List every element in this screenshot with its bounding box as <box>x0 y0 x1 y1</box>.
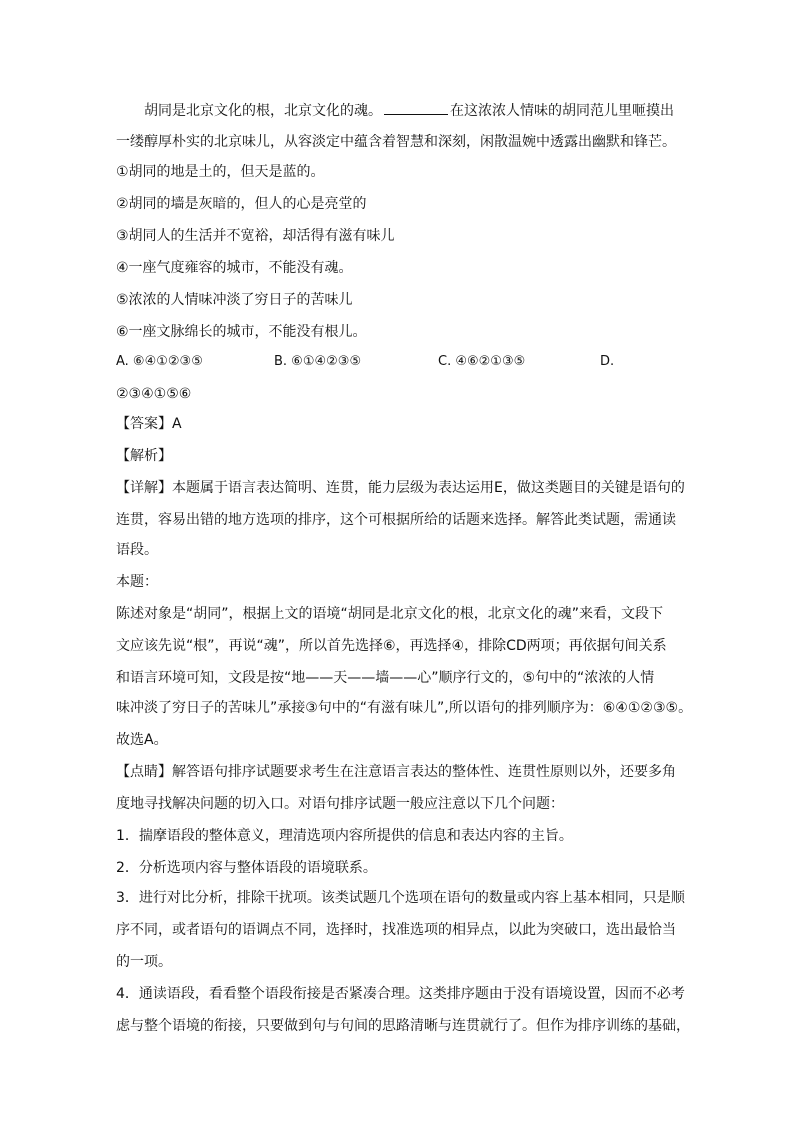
tips-line-5: 3．进行对比分析，排除干扰项。该类试题几个选项在语句的数量或内容上基本相同，只是顺 <box>116 890 685 906</box>
question-stem-line2: 一缕醇厚朴实的北京味儿，从容淡定中蕴含着智慧和深刻，闲散温婉中透露出幽默和锋芒。 <box>116 134 676 150</box>
tips-line-3: 1．揣摩语段的整体意义，理清选项内容所提供的信息和表达内容的主旨。 <box>116 828 573 844</box>
tips-line-8: 4．通读语段，看看整个语段衔接是否紧凑合理。这类排序题由于没有语境设置，因而不必考 <box>116 986 685 1002</box>
sentence-item-4: ④一座气度雍容的城市，不能没有魂。 <box>116 260 353 276</box>
sentence-item-1: ①胡同的地是土的，但天是蓝的。 <box>116 164 325 180</box>
option-c: C. ④⑥②①③⑤ <box>438 354 526 369</box>
detail-line-7: 和语言环境可知，文段是按“地——天——墙——心”顺序行文的，⑤句中的“浓浓的人情 <box>116 670 655 686</box>
detail-line-5: 陈述对象是“胡同”，根据上文的语境“胡同是北京文化的根，北京文化的魂”来看，文段下 <box>116 606 664 622</box>
detail-line-9: 故选A。 <box>116 732 168 748</box>
tips-line-4: 2．分析选项内容与整体语段的语境联系。 <box>116 860 377 876</box>
detail-line-4: 本题： <box>116 574 158 590</box>
stem-text-part2: 在这浓浓人情味的胡同范儿里咂摸出 <box>450 103 674 119</box>
sentence-item-6: ⑥一座文脉绵长的城市，不能没有根儿。 <box>116 324 367 340</box>
question-stem-line1 <box>144 100 674 121</box>
detail-line-3: 语段。 <box>116 542 158 558</box>
tips-line-2: 度地寻找解决问题的切入口。对语句排序试题一般应注意以下几个问题： <box>116 796 564 812</box>
sentence-item-5: ⑤浓浓的人情味冲淡了穷日子的苦味儿 <box>116 292 353 308</box>
detail-line-1: 【详解】本题属于语言表达简明、连贯，能力层级为表达运用E，做这类题目的关键是语句的 <box>116 480 685 496</box>
answer-line: 【答案】A <box>116 416 182 432</box>
detail-line-2: 连贯，容易出错的地方选项的排序，这个可根据所给的话题来选择。解答此类试题，需通读 <box>116 512 676 528</box>
tips-line-9: 虑与整个语境的衔接，只要做到句与句间的思路清晰与连贯就行了。但作为排序训练的基础， <box>116 1018 690 1034</box>
analysis-heading: 【解析】 <box>116 448 172 464</box>
sentence-item-3: ③胡同人的生活并不宽裕，却活得有滋有味儿 <box>116 228 395 244</box>
fill-in-blank <box>384 100 448 115</box>
option-a: A. ⑥④①②③⑤ <box>116 354 203 369</box>
stem-text-part1: 胡同是北京文化的根，北京文化的魂。 <box>144 103 382 119</box>
option-d: D. <box>600 354 615 369</box>
option-d-content: ②③④①⑤⑥ <box>116 386 192 402</box>
tips-line-7: 的一项。 <box>116 954 172 970</box>
detail-line-8: 味冲淡了穷日子的苦味儿”承接③句中的“有滋有味儿”,所以语句的排列顺序为：⑥④①②③⑤。 <box>116 700 693 716</box>
sentence-item-2: ②胡同的墙是灰暗的，但人的心是亮堂的 <box>116 196 367 212</box>
option-b: B. ⑥①④②③⑤ <box>274 354 362 369</box>
tips-line-6: 序不同，或者语句的语调点不同，选择时，找准选项的相异点，以此为突破口，选出最恰当 <box>116 922 676 938</box>
tips-line-1: 【点睛】解答语句排序试题要求考生在注意语言表达的整体性、连贯性原则以外，还要多角 <box>116 764 676 780</box>
detail-line-6: 文应该先说“根”，再说“魂”，所以首先选择⑥，再选择④，排除CD两项；再依据句间关系 <box>116 638 667 654</box>
